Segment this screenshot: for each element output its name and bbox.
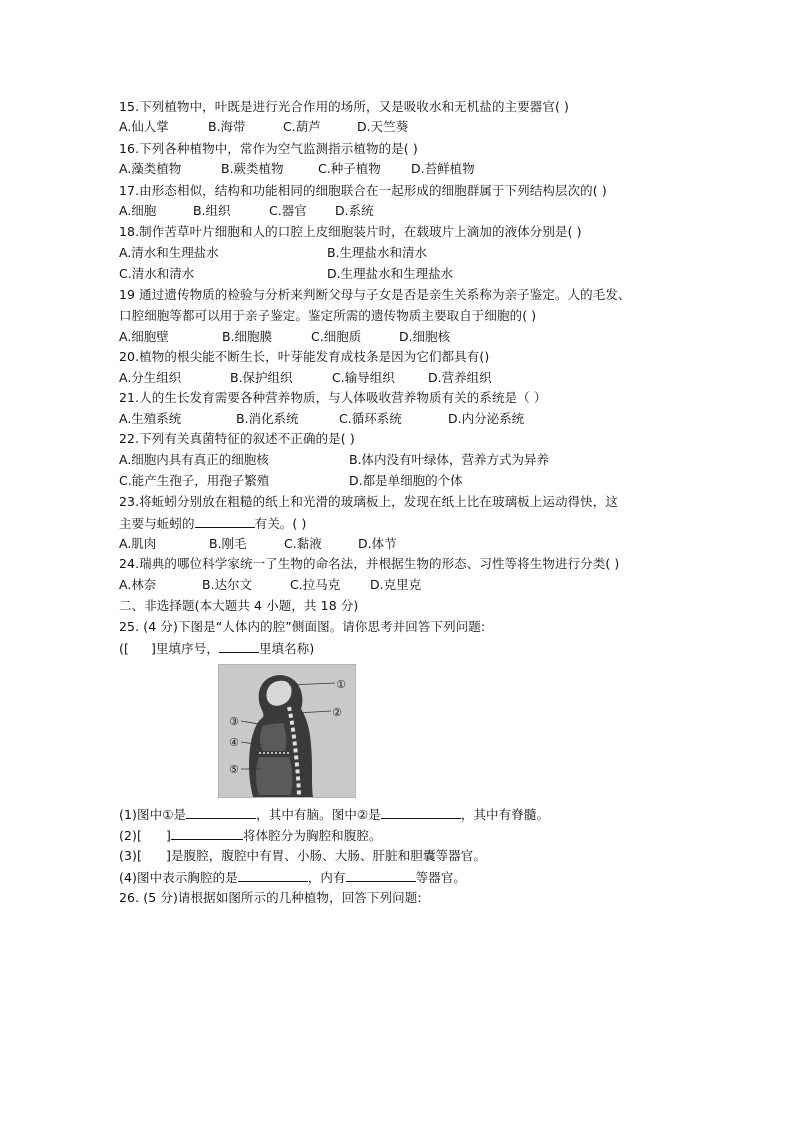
q25-1-text-a: (1)图中①是 (119, 807, 187, 822)
q25-4-text-b: ，内有 (307, 870, 346, 885)
q20-option-d: D.营养组织 (428, 370, 492, 385)
q22-option-a: A.细胞内具有真正的细胞核 (119, 452, 269, 467)
q19-option-c: C.细胞质 (311, 329, 362, 344)
q25-4-text-c: 等器官。 (415, 870, 467, 885)
question-17: 17.由形态相似，结构和功能相同的细胞联合在一起形成的细胞群属于下列结构层次的( ) (119, 183, 607, 198)
q15-option-c: C.葫芦 (283, 119, 321, 134)
body-cavity-diagram (219, 665, 355, 797)
q24-option-b: B.达尔文 (202, 577, 253, 592)
q25-4-text-a: (4)图中表示胸腔的是 (119, 870, 238, 885)
q25-3-text-b: ]是腹腔，腹腔中有胃、小肠、大肠、肝脏和胆囊等器官。 (165, 848, 486, 863)
question-24: 24.瑞典的哪位科学家统一了生物的命名法，并根据生物的形态、习性等将生物进行分类( ) (119, 556, 620, 571)
q21-option-b: B.消化系统 (236, 411, 299, 426)
q25-2-text-b: ] (165, 828, 171, 843)
q22-option-d: D.都是单细胞的个体 (349, 473, 463, 488)
q20-option-a: A.分生组织 (119, 370, 182, 385)
figure-label-1: ① (336, 678, 346, 691)
q25-subquestion-4 (119, 869, 466, 886)
question-19-line1: 19 通过遗传物质的检验与分析来判断父母与子女是否是亲生关系称为亲子鉴定。人的毛发、 (119, 287, 631, 302)
q25-2-text-a: (2)[ (119, 828, 142, 843)
q16-option-c: C.种子植物 (318, 161, 381, 176)
question-21: 21.人的生长发育需要各种营养物质，与人体吸收营养物质有关的系统是（ ） (119, 390, 547, 405)
q25-2-text-c: 将体腔分为胸腔和腹腔。 (242, 828, 382, 843)
q16-option-b: B.蕨类植物 (221, 161, 284, 176)
q24-option-a: A.林奈 (119, 577, 157, 592)
q23-option-a: A.肌肉 (119, 536, 157, 551)
q25-hint-mid: ]里填序号， (150, 641, 219, 656)
q25-subquestion-2 (119, 827, 382, 844)
q23-text-before-blank: 主要与蚯蚓的 (119, 516, 195, 531)
question-22: 22.下列有关真菌特征的叙述不正确的是( ) (119, 431, 355, 446)
q25-1-text-b: ，其中有脑。图中②是 (256, 807, 381, 822)
question-26: 26. (5 分)请根据如图所示的几种植物，回答下列问题: (119, 890, 422, 905)
q25-4-blank-2[interactable] (346, 869, 416, 882)
q21-option-c: C.循环系统 (339, 411, 402, 426)
q25-1-blank-1[interactable] (186, 806, 256, 819)
q22-option-c: C.能产生孢子，用孢子繁殖 (119, 473, 270, 488)
q20-option-c: C.输导组织 (332, 370, 395, 385)
q18-option-a: A.清水和生理盐水 (119, 245, 219, 260)
q23-answer-blank[interactable] (195, 515, 255, 528)
section-2-heading: 二、非选择题(本大题共 4 小题，共 18 分) (119, 598, 359, 613)
body-cavity-figure (218, 664, 356, 798)
q25-4-blank-1[interactable] (238, 869, 308, 882)
q18-option-d: D.生理盐水和生理盐水 (327, 266, 454, 281)
figure-label-2: ② (332, 706, 342, 719)
q25-subquestion-3 (119, 848, 486, 864)
q25-1-blank-2[interactable] (381, 806, 461, 819)
q15-option-b: B.海带 (208, 119, 246, 134)
q18-option-c: C.清水和清水 (119, 266, 195, 281)
q25-2-name-blank[interactable] (171, 827, 243, 840)
thoracic-cavity-shape (260, 723, 286, 751)
q25-3-text-a: (3)[ (119, 848, 142, 863)
q17-option-c: C.器官 (269, 203, 307, 218)
q21-option-d: D.内分泌系统 (448, 411, 525, 426)
q25-1-text-c: ，其中有脊髓。 (460, 807, 550, 822)
question-23-line1: 23.将蚯蚓分别放在粗糙的纸上和光滑的玻璃板上，发现在纸上比在玻璃板上运动得快，这 (119, 494, 618, 509)
q17-option-d: D.系统 (335, 203, 374, 218)
abdominal-cavity-shape (256, 757, 292, 795)
q16-option-a: A.藻类植物 (119, 161, 182, 176)
q23-option-b: B.刚毛 (209, 536, 247, 551)
q23-option-c: C.黏液 (284, 536, 322, 551)
figure-label-5: ⑤ (229, 763, 239, 776)
q17-option-a: A.细胞 (119, 203, 157, 218)
q16-option-d: D.苔鲜植物 (411, 161, 475, 176)
q24-option-d: D.克里克 (370, 577, 422, 592)
question-20: 20.植物的根尖能不断生长，叶芽能发育成枝条是因为它们都具有() (119, 349, 490, 364)
q25-hint-open: ([ (119, 641, 129, 656)
q23-text-after-blank: 有关。( ) (254, 516, 307, 531)
q25-hint-close: 里填名称) (258, 641, 315, 656)
q24-option-c: C.拉马克 (290, 577, 341, 592)
q19-option-d: D.细胞核 (399, 329, 451, 344)
q20-option-b: B.保护组织 (230, 370, 293, 385)
figure-label-4: ④ (229, 736, 239, 749)
question-23-line2 (119, 515, 306, 532)
question-15: 15.下列植物中，叶既是进行光合作用的场所，又是吸收水和无机盐的主要器官( ) (119, 99, 570, 114)
q22-option-b: B.体内没有叶绿体，营养方式为异养 (349, 452, 550, 467)
question-19-line2: 口腔细胞等都可以用于亲子鉴定。鉴定所需的遗传物质主要取自于细胞的( ) (119, 308, 537, 323)
q21-option-a: A.生殖系统 (119, 411, 182, 426)
q15-option-d: D.天竺葵 (357, 119, 409, 134)
q15-option-a: A.仙人掌 (119, 119, 169, 134)
question-16: 16.下列各种植物中，常作为空气监测指示植物的是( ) (119, 141, 418, 156)
q18-option-b: B.生理盐水和清水 (327, 245, 428, 260)
q19-option-b: B.细胞膜 (222, 329, 273, 344)
q25-instruction (119, 640, 314, 657)
q23-option-d: D.体节 (358, 536, 397, 551)
q25-subquestion-1 (119, 806, 549, 823)
q25-hint-blank (219, 640, 259, 653)
q17-option-b: B.组织 (193, 203, 231, 218)
question-25: 25. (4 分)下图是“人体内的腔”侧面图。请你思考并回答下列问题: (119, 619, 486, 634)
question-18: 18.制作苦草叶片细胞和人的口腔上皮细胞装片时，在载玻片上滴加的液体分别是( ) (119, 224, 582, 239)
q19-option-a: A.细胞壁 (119, 329, 169, 344)
figure-label-3: ③ (229, 715, 239, 728)
